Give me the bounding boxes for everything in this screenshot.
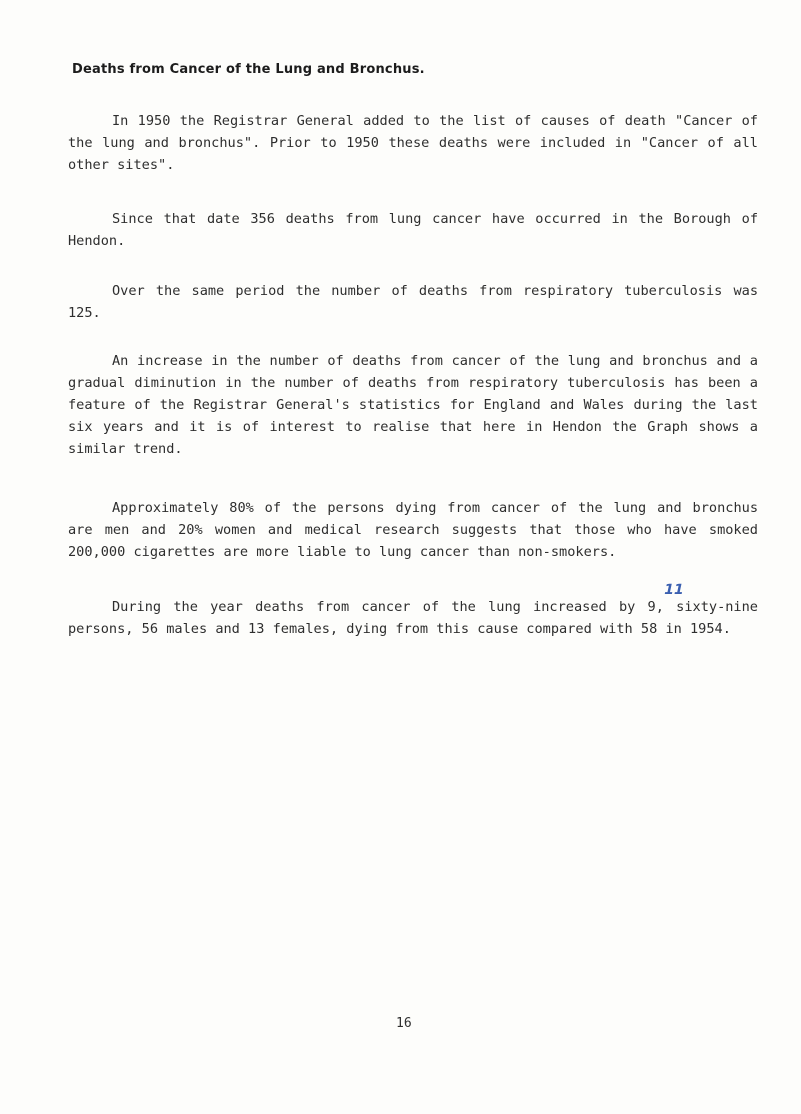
paragraph-deaths-since-1950: Since that date 356 deaths from lung cancer have occurred in the Borough of Hendon.	[68, 211, 758, 249]
page-number: 16	[396, 1016, 412, 1031]
paragraph-tuberculosis-deaths: Over the same period the number of deaths from respiratory tuberculosis was 125.	[68, 283, 758, 321]
paragraph-trend: An increase in the number of deaths from cancer of the lung and bronchus and a gradual diminution in the number of deaths from respiratory tuberculosis has been a feature of the Registrar General's statistics for England and Wales during the last six years and it is of interest to realise that here in Hendon the Graph shows a similar trend.	[68, 353, 758, 457]
paragraph-registrar-1950: In 1950 the Registrar General added to the list of causes of death "Cancer of the lung and bronchus". Prior to 1950 these deaths were included in "Cancer of all other sites".	[68, 113, 758, 173]
section-heading: Deaths from Cancer of the Lung and Bronchus.	[72, 62, 425, 77]
paragraph-smoking: Approximately 80% of the persons dying from cancer of the lung and bronchus are men and 20% women and medical research suggests that those who have smoked 200,000 cigarettes are more liable to lung cancer than non-smokers.	[68, 500, 758, 560]
handwritten-correction: 11	[662, 582, 686, 598]
paragraph-year-increase: During the year deaths from cancer of the lung increased by 9, sixty-nine persons, 56 males and 13 females, dying from this cause compared with 58 in 1954.	[68, 599, 758, 637]
